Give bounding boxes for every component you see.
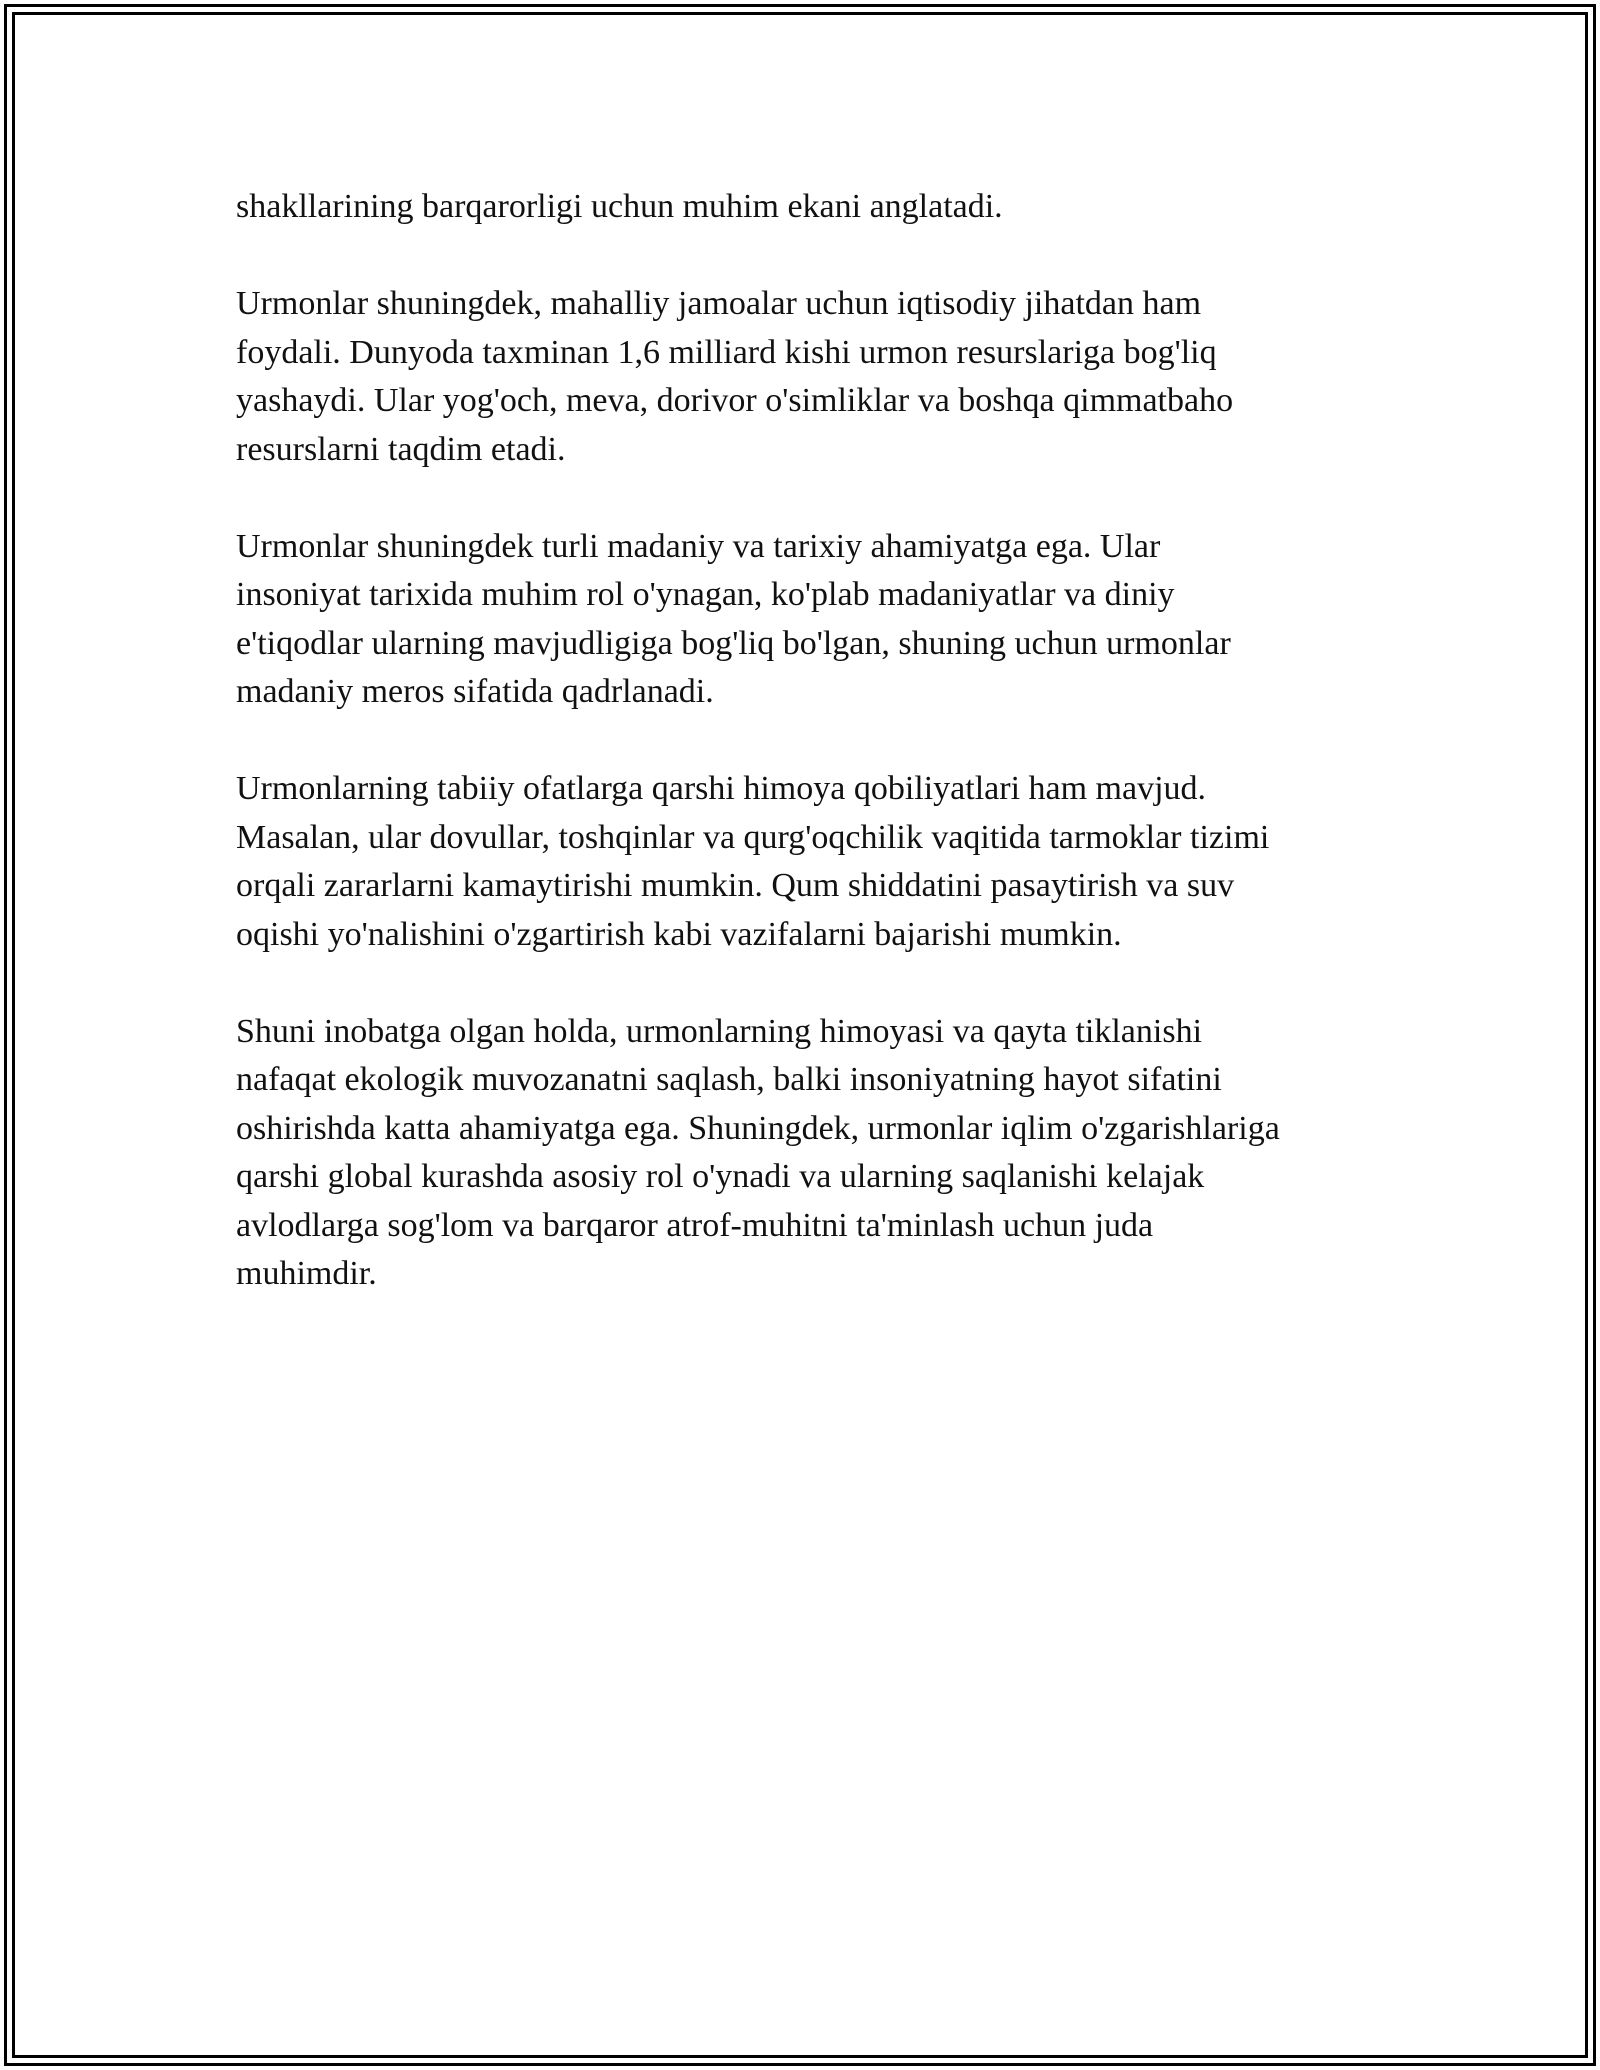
paragraph-5: Shuni inobatga olgan holda, urmonlarning himoyasi va qayta tiklanishi nafaqat ekologik muvozanatni saqlash, balki insoniyatning hayot sifatini oshirishda katta ahamiyatga ega. Shuningdek, urmonlar iqlim o'zgarishlariga qarshi global kurashda asosiy rol o'ynadi va ularning saqlanishi kelajak avlodlarga sog'lom va barqaror atrof-muhitni ta'minlash uchun juda muhimdir. bbox=[236, 1012, 1280, 1292]
paragraph-3: Urmonlar shuningdek turli madaniy va tarixiy ahamiyatga ega. Ular insoniyat tarixida muhim rol o'ynagan, ko'plab madaniyatlar va diniy e'tiqodlar ularning mavjudligiga bog'liq bo'lgan, shuning uchun urmonlar madaniy meros sifatida qadrlanadi. bbox=[236, 527, 1231, 710]
paragraph-4: Urmonlarning tabiiy ofatlarga qarshi himoya qobiliyatlari ham mavjud. Masalan, ular dovullar, toshqinlar va qurg'oqchilik vaqitida tarmoklar tizimi orqali zararlarni kamaytirishi mumkin. Qum shiddatini pasaytirish va suv oqishi yo'nalishini o'zgartirish kabi vazifalarni bajarishi mumkin. bbox=[236, 770, 1270, 953]
paragraph-2: Urmonlar shuningdek, mahalliy jamoalar uchun iqtisodiy jihatdan ham foydali. Dunyoda taxminan 1,6 milliard kishi urmon resurslariga bog'liq yashaydi. Ular yog'och, meva, dorivor o'simliklar va boshqa qimmatbaho resurslarni taqdim etadi. bbox=[236, 285, 1234, 468]
paragraph-1: shakllarining barqarorligi uchun muhim ekani anglatadi. bbox=[236, 188, 1003, 225]
document-body bbox=[236, 183, 1366, 1347]
